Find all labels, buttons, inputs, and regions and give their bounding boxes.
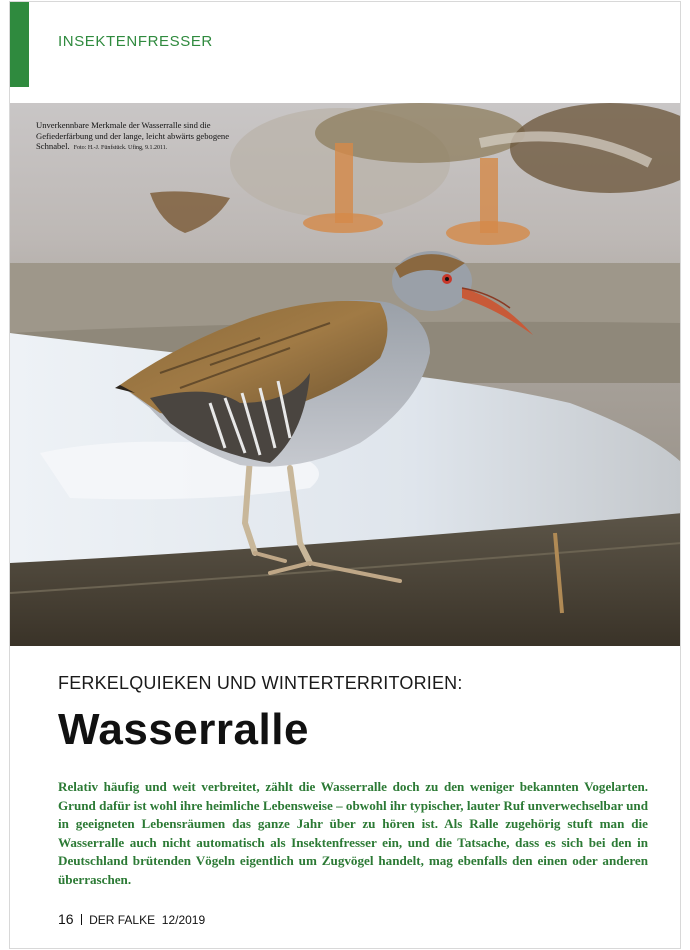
footer-divider [81,914,83,925]
photo-credit: Foto: H.-J. Fünfstück. Ufing, 9.1.2011. [73,145,168,151]
section-label: INSEKTENFRESSER [58,33,213,50]
page-number: 16 [58,911,74,927]
article-lead: Relativ häufig und weit verbreitet, zählt die Wasserralle doch zu den weniger bekannten Vogelarten. Grund dafür ist wohl ihre heimliche Lebensweise – obwohl ihr typischer, lauter Ruf unverwechselbar und in geeigneten Lebensräumen das ganze Jahr über zu hören ist. Als Ralle zugehörig stuft man die Wasserralle auch nicht automatisch als Insektenfresser ein, und die Tatsache, dass es sich bei den in Deutschland brütenden Vögeln eigentlich um Zugvögel handelt, mag ebenfalls den einen oder anderen überraschen. [58,779,648,887]
page-footer [58,911,205,927]
article-headline: Wasserralle [58,705,309,754]
magazine-name: DER FALKE [89,913,156,927]
caption-text: Unverkennbare Merkmale der Wasserralle sind die Gefiederfärbung und der lange, leicht abwärts gebogene Schnabel. [36,120,230,151]
section-color-bar [10,2,29,87]
photo-caption [36,120,236,154]
issue-number: 12/2019 [161,913,206,927]
magazine-page [9,1,681,949]
water-rail-photo [10,103,681,646]
article-kicker: FERKELQUIEKEN UND WINTERTERRITORIEN: [58,673,463,693]
